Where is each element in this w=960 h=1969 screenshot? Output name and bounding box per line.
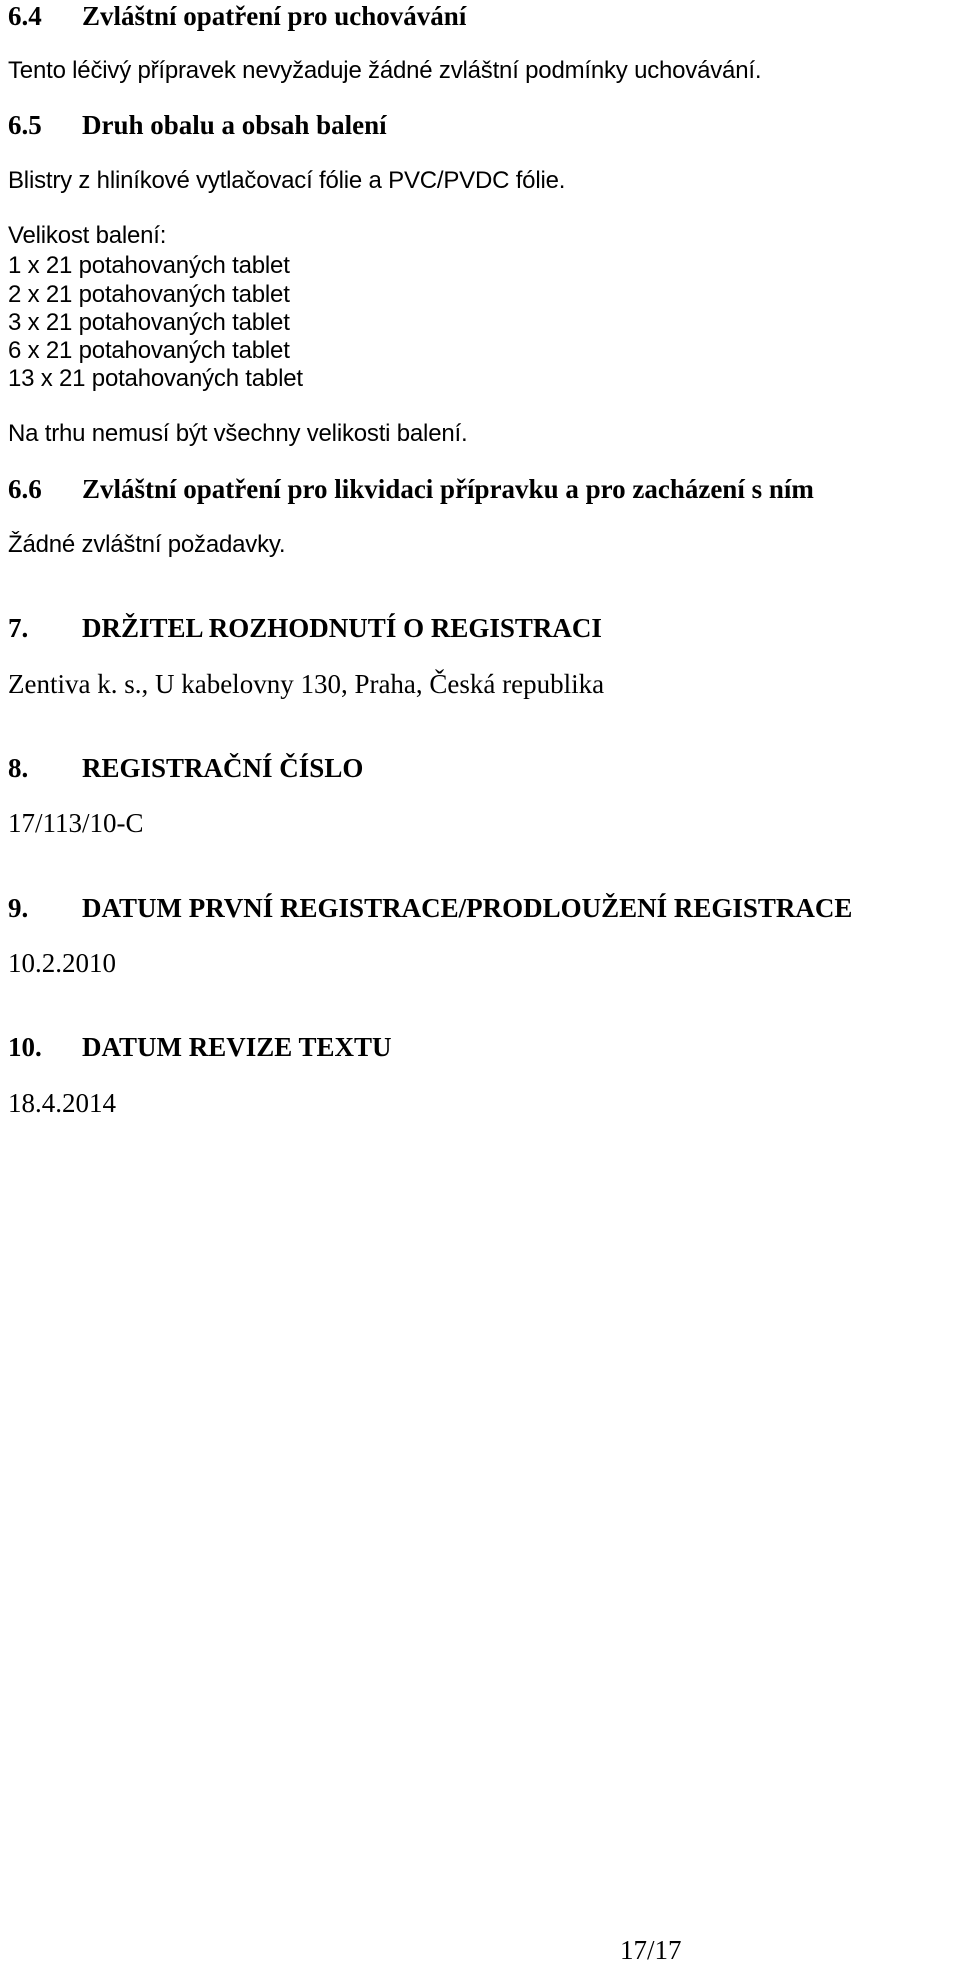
section-title: DATUM REVIZE TEXTU bbox=[82, 1032, 392, 1062]
pack-size-item: 6 x 21 potahovaných tablet bbox=[8, 337, 290, 364]
section-9-heading bbox=[8, 892, 852, 924]
pack-size-item: 2 x 21 potahovaných tablet bbox=[8, 281, 290, 308]
section-number: 6.5 bbox=[8, 110, 42, 140]
section-7-heading bbox=[8, 612, 602, 644]
section-number: 6.4 bbox=[8, 1, 42, 31]
registration-date: 10.2.2010 bbox=[8, 948, 116, 978]
pack-size-label: Velikost balení: bbox=[8, 222, 167, 249]
pack-size-item: 13 x 21 potahovaných tablet bbox=[8, 365, 303, 392]
section-6-4-heading bbox=[8, 0, 466, 32]
packaging-text: Blistry z hliníkové vytlačovací fólie a PVC/PVDC fólie. bbox=[8, 167, 566, 194]
revision-date: 18.4.2014 bbox=[8, 1088, 116, 1118]
pack-size-item: 3 x 21 potahovaných tablet bbox=[8, 309, 290, 336]
section-title: DRŽITEL ROZHODNUTÍ O REGISTRACI bbox=[82, 613, 602, 643]
section-number: 6.6 bbox=[8, 474, 42, 504]
section-number: 9. bbox=[8, 893, 29, 923]
section-number: 10. bbox=[8, 1032, 42, 1062]
section-title: Zvláštní opatření pro uchovávání bbox=[82, 1, 467, 31]
section-title: Zvláštní opatření pro likvidaci přípravku a pro zacházení s ním bbox=[82, 474, 814, 504]
page-number: 17/17 bbox=[620, 1935, 682, 1965]
section-title: DATUM PRVNÍ REGISTRACE/PRODLOUŽENÍ REGISTRACE bbox=[82, 893, 853, 923]
storage-text: Tento léčivý přípravek nevyžaduje žádné zvláštní podmínky uchovávání. bbox=[8, 57, 762, 84]
section-6-5-heading bbox=[8, 109, 387, 141]
section-6-6-heading bbox=[8, 473, 814, 505]
section-number: 8. bbox=[8, 753, 29, 783]
section-title: REGISTRAČNÍ ČÍSLO bbox=[82, 753, 364, 783]
section-number: 7. bbox=[8, 613, 29, 643]
section-8-heading bbox=[8, 752, 363, 784]
holder-text: Zentiva k. s., U kabelovny 130, Praha, Česká republika bbox=[8, 669, 605, 699]
market-note: Na trhu nemusí být všechny velikosti balení. bbox=[8, 420, 468, 447]
pack-size-item: 1 x 21 potahovaných tablet bbox=[8, 252, 290, 279]
section-10-heading bbox=[8, 1031, 392, 1063]
section-title: Druh obalu a obsah balení bbox=[82, 110, 387, 140]
registration-number: 17/113/10-C bbox=[8, 808, 144, 838]
disposal-text: Žádné zvláštní požadavky. bbox=[8, 531, 286, 558]
